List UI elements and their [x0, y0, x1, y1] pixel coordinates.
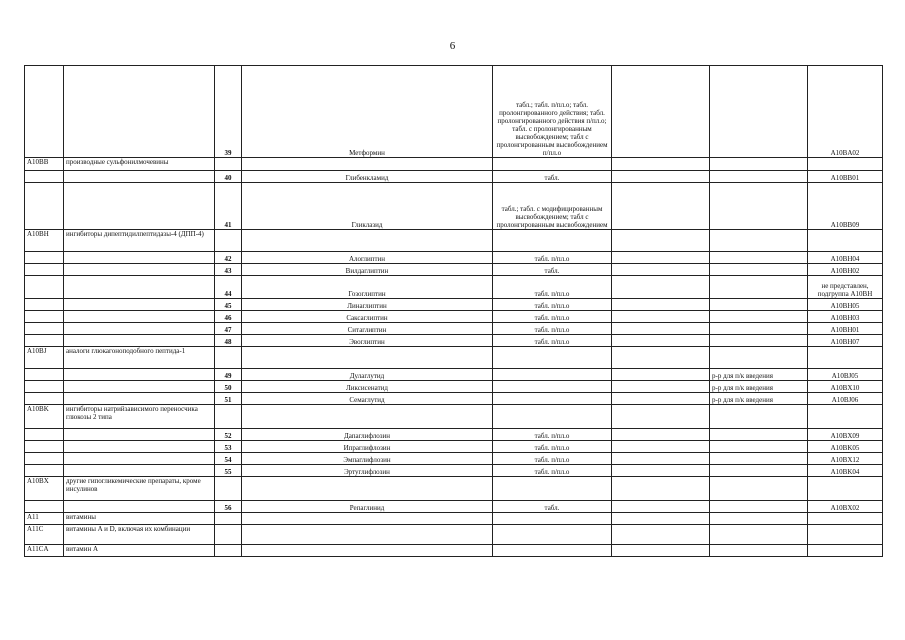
dosage-form-cell: табл. п/пл.о	[493, 335, 612, 347]
note-cell: не представлен, подгруппа A10BH	[808, 276, 883, 299]
atc-code-result-cell: A10BA02	[808, 66, 883, 158]
table-row	[25, 405, 883, 429]
injection-form-cell: р-р для п/к введения	[710, 369, 808, 381]
row-number-cell: 51	[215, 393, 242, 405]
drug-name-cell	[242, 477, 493, 501]
group-name-cell: ингибиторы натрийзависимого переносчика глюкозы 2 типа	[64, 405, 215, 429]
group-name-cell	[64, 252, 215, 264]
dosage-form-cell: табл. п/пл.о	[493, 429, 612, 441]
table-row	[25, 323, 883, 335]
group-name-cell: другие гипогликемические препараты, кроме инсулинов	[64, 477, 215, 501]
group-name-cell	[64, 441, 215, 453]
atc-code-result-cell: A10BX02	[808, 501, 883, 513]
group-name-cell: витамины A и D, включая их комбинации	[64, 525, 215, 545]
group-name-cell: аналоги глюкагоноподобного пептида-1	[64, 347, 215, 369]
dosage-form-cell	[493, 230, 612, 252]
atc-code-cell	[25, 441, 64, 453]
drug-name-cell	[242, 405, 493, 429]
atc-code-result-cell: A10BB01	[808, 171, 883, 183]
row-number-cell: 39	[215, 66, 242, 158]
injection-form-cell	[710, 453, 808, 465]
atc-code-cell: A10BB	[25, 158, 64, 171]
injection-form-cell	[710, 335, 808, 347]
group-name-cell	[64, 66, 215, 158]
injection-form-cell	[710, 347, 808, 369]
row-number-cell: 55	[215, 465, 242, 477]
drug-name-cell: Семаглутид	[242, 393, 493, 405]
injection-form-cell	[710, 501, 808, 513]
drug-name-cell: Глибенкламид	[242, 171, 493, 183]
injection-form-cell	[710, 525, 808, 545]
injection-form-cell	[710, 230, 808, 252]
row-number-cell: 54	[215, 453, 242, 465]
group-name-cell	[64, 501, 215, 513]
table-row	[25, 276, 883, 299]
dosage-form-cell: табл. п/пл.о	[493, 276, 612, 299]
drug-name-cell: Ипраглифлозин	[242, 441, 493, 453]
group-name-cell: производные сульфонилмочевины	[64, 158, 215, 171]
empty-cell	[612, 429, 710, 441]
injection-form-cell	[710, 158, 808, 171]
empty-cell	[612, 441, 710, 453]
table-row	[25, 264, 883, 276]
atc-code-cell	[25, 323, 64, 335]
empty-cell	[612, 453, 710, 465]
row-number-cell: 50	[215, 381, 242, 393]
drug-name-cell: Вилдаглиптин	[242, 264, 493, 276]
table-row	[25, 393, 883, 405]
empty-cell	[612, 501, 710, 513]
row-number-cell: 46	[215, 311, 242, 323]
drug-name-cell: Эртуглифлозин	[242, 465, 493, 477]
injection-form-cell	[710, 405, 808, 429]
empty-cell	[612, 171, 710, 183]
row-number-cell	[215, 230, 242, 252]
atc-code-cell	[25, 429, 64, 441]
empty-cell	[612, 347, 710, 369]
atc-code-result-cell: A10BJ05	[808, 369, 883, 381]
group-name-cell	[64, 171, 215, 183]
table-row	[25, 453, 883, 465]
row-number-cell: 42	[215, 252, 242, 264]
atc-code-result-cell: A10BH03	[808, 311, 883, 323]
group-name-cell: витамин A	[64, 545, 215, 557]
drug-name-cell: Алоглиптин	[242, 252, 493, 264]
empty-cell	[612, 513, 710, 525]
row-number-cell: 47	[215, 323, 242, 335]
table-row	[25, 171, 883, 183]
group-name-cell: витамины	[64, 513, 215, 525]
group-name-cell	[64, 264, 215, 276]
row-number-cell: 40	[215, 171, 242, 183]
table-row	[25, 513, 883, 525]
atc-code-result-cell: A10BH05	[808, 299, 883, 311]
atc-code-result-cell: A10BJ06	[808, 393, 883, 405]
empty-cell	[612, 393, 710, 405]
atc-code-cell: A11	[25, 513, 64, 525]
dosage-form-cell	[493, 477, 612, 501]
table-row	[25, 335, 883, 347]
drug-name-cell: Ликсисенатид	[242, 381, 493, 393]
empty-cell	[612, 323, 710, 335]
row-number-cell	[215, 525, 242, 545]
group-name-cell	[64, 429, 215, 441]
dosage-form-cell: табл.; табл. п/пл.о; табл. пролонгированного действия; табл. пролонгированного действия п/пл.о; табл. с пролонгированным высвобождением; табл с пролонгированным высвобождением п/пл.о	[493, 66, 612, 158]
table-row	[25, 441, 883, 453]
dosage-form-cell	[493, 347, 612, 369]
atc-code-result-cell: A10BX10	[808, 381, 883, 393]
table-row	[25, 183, 883, 230]
empty-cell	[612, 465, 710, 477]
empty-cell	[612, 66, 710, 158]
table-row	[25, 66, 883, 158]
empty-cell	[612, 230, 710, 252]
drug-name-cell: Линаглиптин	[242, 299, 493, 311]
atc-code-result-cell: A10BB09	[808, 183, 883, 230]
atc-code-result-cell	[808, 158, 883, 171]
row-number-cell	[215, 405, 242, 429]
dosage-form-cell	[493, 545, 612, 557]
dosage-form-cell: табл.	[493, 171, 612, 183]
dosage-form-cell: табл. п/пл.о	[493, 323, 612, 335]
group-name-cell	[64, 453, 215, 465]
drug-name-cell: Дапаглифлозин	[242, 429, 493, 441]
dosage-form-cell	[493, 525, 612, 545]
dosage-form-cell	[493, 513, 612, 525]
dosage-form-cell	[493, 405, 612, 429]
atc-code-cell	[25, 369, 64, 381]
atc-code-cell: A11CA	[25, 545, 64, 557]
row-number-cell: 44	[215, 276, 242, 299]
empty-cell	[612, 158, 710, 171]
dosage-form-cell	[493, 158, 612, 171]
injection-form-cell	[710, 545, 808, 557]
dosage-form-cell: табл. п/пл.о	[493, 252, 612, 264]
atc-code-cell	[25, 264, 64, 276]
atc-code-cell	[25, 335, 64, 347]
injection-form-cell	[710, 66, 808, 158]
group-name-cell: ингибиторы дипептидилпептидазы-4 (ДПП-4)	[64, 230, 215, 252]
empty-cell	[612, 525, 710, 545]
group-name-cell	[64, 335, 215, 347]
injection-form-cell	[710, 276, 808, 299]
injection-form-cell	[710, 171, 808, 183]
empty-cell	[612, 405, 710, 429]
atc-code-result-cell	[808, 405, 883, 429]
atc-code-cell	[25, 311, 64, 323]
group-name-cell	[64, 393, 215, 405]
table-row	[25, 477, 883, 501]
drug-name-cell	[242, 513, 493, 525]
empty-cell	[612, 252, 710, 264]
dosage-form-cell: табл. п/пл.о	[493, 299, 612, 311]
injection-form-cell	[710, 323, 808, 335]
atc-code-cell	[25, 393, 64, 405]
atc-code-cell	[25, 66, 64, 158]
drug-name-cell: Репаглинид	[242, 501, 493, 513]
drug-name-cell: Гликлазид	[242, 183, 493, 230]
table-row	[25, 230, 883, 252]
drug-name-cell: Дулаглутид	[242, 369, 493, 381]
atc-code-cell	[25, 276, 64, 299]
table-row	[25, 252, 883, 264]
drug-name-cell: Гозоглиптин	[242, 276, 493, 299]
atc-code-cell: A10BJ	[25, 347, 64, 369]
group-name-cell	[64, 323, 215, 335]
empty-cell	[612, 381, 710, 393]
row-number-cell: 56	[215, 501, 242, 513]
dosage-form-cell: табл. п/пл.о	[493, 465, 612, 477]
row-number-cell: 45	[215, 299, 242, 311]
drug-name-cell	[242, 525, 493, 545]
atc-code-result-cell: A10BX12	[808, 453, 883, 465]
dosage-form-cell: табл. п/пл.о	[493, 453, 612, 465]
row-number-cell: 41	[215, 183, 242, 230]
atc-code-cell: A10BK	[25, 405, 64, 429]
drug-name-cell	[242, 230, 493, 252]
table-row	[25, 381, 883, 393]
atc-code-result-cell: A10BH01	[808, 323, 883, 335]
table-row	[25, 158, 883, 171]
atc-code-result-cell	[808, 545, 883, 557]
dosage-form-cell	[493, 381, 612, 393]
empty-cell	[612, 335, 710, 347]
atc-code-cell	[25, 171, 64, 183]
dosage-form-cell	[493, 369, 612, 381]
table-row	[25, 545, 883, 557]
atc-code-cell	[25, 465, 64, 477]
table-row	[25, 465, 883, 477]
row-number-cell: 48	[215, 335, 242, 347]
table-row	[25, 347, 883, 369]
group-name-cell	[64, 381, 215, 393]
table-row	[25, 369, 883, 381]
atc-code-cell	[25, 252, 64, 264]
empty-cell	[612, 477, 710, 501]
injection-form-cell	[710, 441, 808, 453]
atc-code-cell	[25, 453, 64, 465]
injection-form-cell	[710, 465, 808, 477]
injection-form-cell: р-р для п/к введения	[710, 393, 808, 405]
table-row	[25, 429, 883, 441]
drug-name-cell: Метформин	[242, 66, 493, 158]
row-number-cell	[215, 347, 242, 369]
table-row	[25, 311, 883, 323]
empty-cell	[612, 545, 710, 557]
injection-form-cell	[710, 264, 808, 276]
atc-code-result-cell	[808, 513, 883, 525]
group-name-cell	[64, 465, 215, 477]
empty-cell	[612, 311, 710, 323]
dosage-form-cell: табл. п/пл.о	[493, 441, 612, 453]
atc-code-result-cell	[808, 230, 883, 252]
dosage-form-cell	[493, 393, 612, 405]
page-number: 6	[449, 40, 456, 52]
drug-name-cell: Эмпаглифлозин	[242, 453, 493, 465]
row-number-cell	[215, 513, 242, 525]
empty-cell	[612, 299, 710, 311]
drug-name-cell	[242, 158, 493, 171]
atc-code-cell: A10BX	[25, 477, 64, 501]
empty-cell	[612, 276, 710, 299]
dosage-form-cell: табл.	[493, 264, 612, 276]
atc-code-result-cell: A10BX09	[808, 429, 883, 441]
group-name-cell	[64, 299, 215, 311]
row-number-cell: 43	[215, 264, 242, 276]
atc-code-result-cell: A10BH02	[808, 264, 883, 276]
atc-code-result-cell	[808, 525, 883, 545]
atc-code-result-cell: A10BK05	[808, 441, 883, 453]
atc-code-cell: A11C	[25, 525, 64, 545]
dosage-form-cell: табл.	[493, 501, 612, 513]
row-number-cell	[215, 477, 242, 501]
injection-form-cell	[710, 429, 808, 441]
injection-form-cell	[710, 311, 808, 323]
drug-name-cell: Эвоглиптин	[242, 335, 493, 347]
injection-form-cell	[710, 183, 808, 230]
drug-name-cell	[242, 347, 493, 369]
atc-code-cell	[25, 183, 64, 230]
table-row	[25, 299, 883, 311]
injection-form-cell	[710, 252, 808, 264]
group-name-cell	[64, 369, 215, 381]
drug-table	[24, 65, 883, 557]
row-number-cell: 49	[215, 369, 242, 381]
drug-name-cell: Ситаглиптин	[242, 323, 493, 335]
group-name-cell	[64, 311, 215, 323]
atc-code-result-cell	[808, 347, 883, 369]
injection-form-cell	[710, 299, 808, 311]
empty-cell	[612, 369, 710, 381]
table-row	[25, 501, 883, 513]
row-number-cell: 53	[215, 441, 242, 453]
atc-code-cell	[25, 299, 64, 311]
atc-code-cell	[25, 381, 64, 393]
row-number-cell	[215, 545, 242, 557]
injection-form-cell: р-р для п/к введения	[710, 381, 808, 393]
atc-code-result-cell: A10BH04	[808, 252, 883, 264]
atc-code-result-cell: A10BH07	[808, 335, 883, 347]
group-name-cell	[64, 183, 215, 230]
group-name-cell	[64, 276, 215, 299]
drug-name-cell: Саксаглиптин	[242, 311, 493, 323]
dosage-form-cell: табл.; табл. с модифицированным высвобождением; табл с пролонгированным высвобождением	[493, 183, 612, 230]
drug-name-cell	[242, 545, 493, 557]
row-number-cell: 52	[215, 429, 242, 441]
table-row	[25, 525, 883, 545]
atc-code-result-cell	[808, 477, 883, 501]
empty-cell	[612, 183, 710, 230]
empty-cell	[612, 264, 710, 276]
atc-code-result-cell: A10BK04	[808, 465, 883, 477]
injection-form-cell	[710, 513, 808, 525]
atc-code-cell: A10BH	[25, 230, 64, 252]
dosage-form-cell: табл. п/пл.о	[493, 311, 612, 323]
atc-code-cell	[25, 501, 64, 513]
row-number-cell	[215, 158, 242, 171]
injection-form-cell	[710, 477, 808, 501]
